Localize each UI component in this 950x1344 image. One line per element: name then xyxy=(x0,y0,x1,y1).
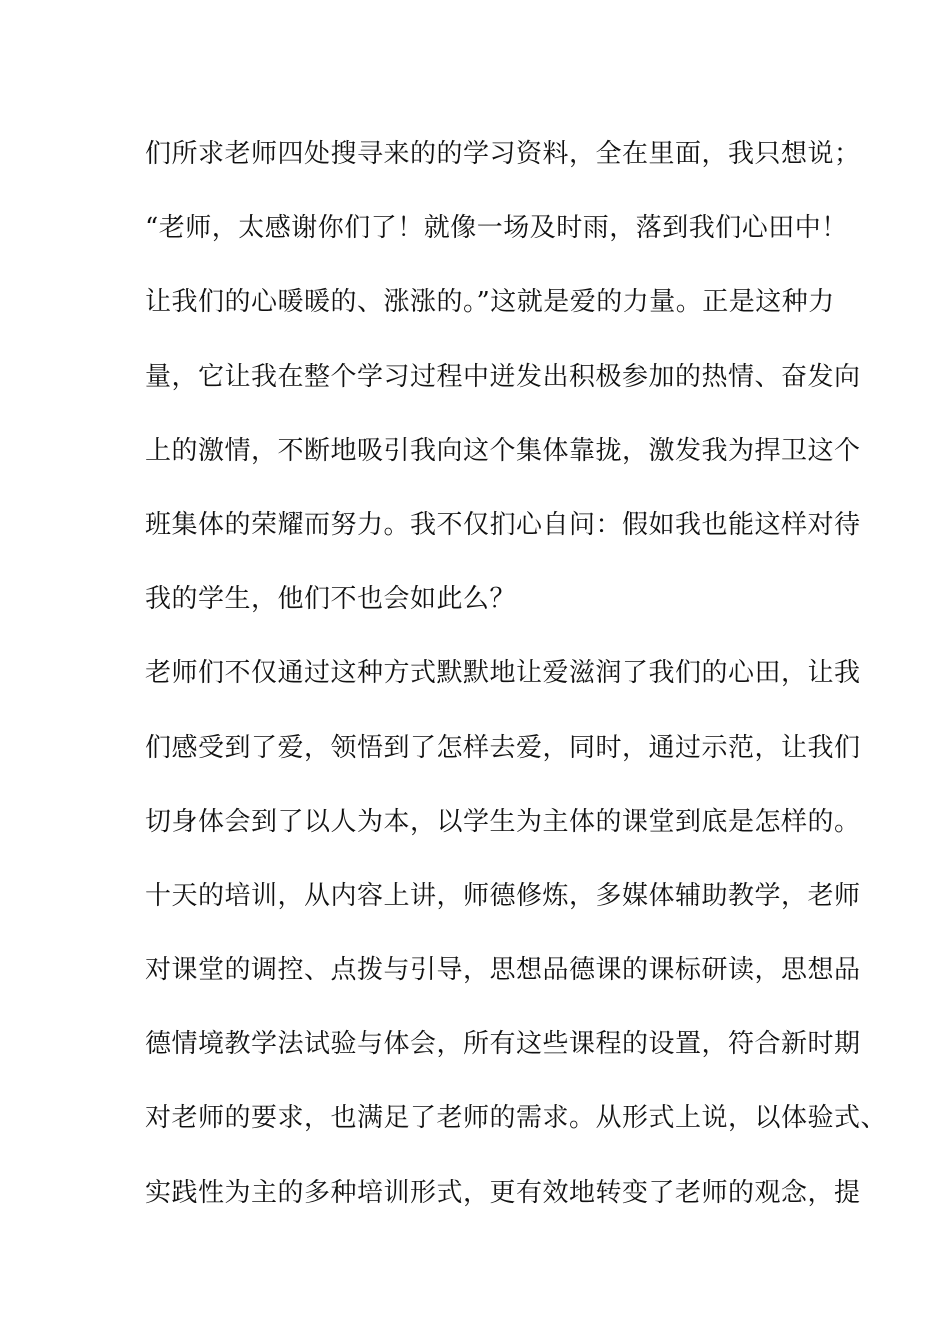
text-line: 十天的培训，从内容上讲，师德修炼，多媒体辅助教学，老师 xyxy=(145,880,861,911)
text-line: 对课堂的调控、点拨与引导，思想品德课的课标研读，思想品 xyxy=(145,955,861,986)
text-line: 量，它让我在整个学习过程中迸发出积极参加的热情、奋发向 xyxy=(145,361,861,392)
text-line: 老师们不仅通过这种方式默默地让爱滋润了我们的心田，让我 xyxy=(145,658,861,689)
text-line: 对老师的要求，也满足了老师的需求。从形式上说，以体验式、 xyxy=(145,1103,888,1134)
text-line: 切身体会到了以人为本，以学生为主体的课堂到底是怎样的。 xyxy=(145,806,861,837)
text-line: 班集体的荣耀而努力。我不仅扪心自问：假如我也能这样对待 xyxy=(145,509,861,540)
body-text xyxy=(145,126,888,1239)
text-line: “老师，太感谢你们了！就像一场及时雨，落到我们心田中！ xyxy=(145,213,848,244)
text-line: 们感受到了爱，领悟到了怎样去爱，同时，通过示范，让我们 xyxy=(145,732,861,763)
text-line: 让我们的心暖暖的、涨涨的。”这就是爱的力量。正是这种力 xyxy=(145,287,835,318)
text-line: 实践性为主的多种培训形式，更有效地转变了老师的观念，提 xyxy=(145,1177,861,1208)
text-line: 上的激情，不断地吸引我向这个集体靠拢，激发我为捍卫这个 xyxy=(145,435,861,466)
text-line: 我的学生，他们不也会如此么？ xyxy=(145,584,517,615)
text-line: 德情境教学法试验与体会，所有这些课程的设置，符合新时期 xyxy=(145,1029,861,1060)
text-line: 们所求老师四处搜寻来的的学习资料，全在里面，我只想说； xyxy=(145,139,861,169)
